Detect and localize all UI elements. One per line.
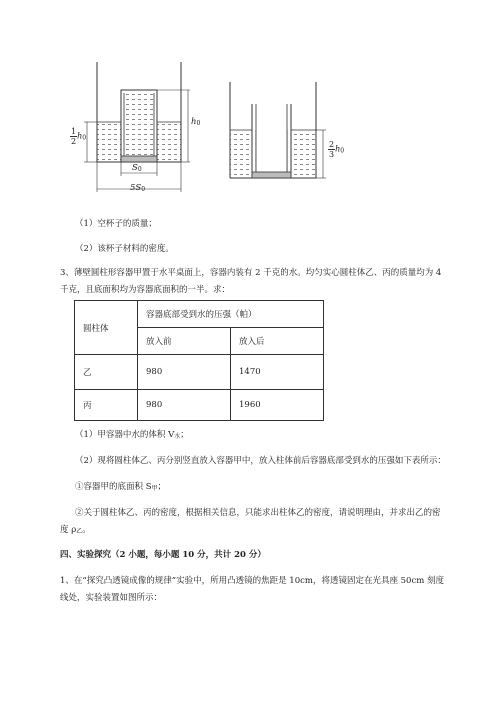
table-header-row: [75, 301, 324, 328]
5s0-label: 5S0: [130, 183, 146, 193]
row-before: 980: [138, 390, 231, 421]
row-after: 1960: [231, 390, 324, 421]
q3-part1: （1）甲容器中水的体积 V水；: [75, 430, 189, 440]
right-dimensions: [316, 130, 326, 178]
q3-intro-line1: 3、薄壁圆柱形容器甲置于水平桌面上，容器内装有 2 千克的水。均匀实心圆柱体乙、丙的质量均为 4: [60, 268, 442, 278]
group-header-cell: 容器底部受到水的压强（帕）: [138, 301, 324, 328]
left-container: [97, 62, 181, 162]
col-before-header: 放入前: [138, 328, 231, 355]
q3-sub1: ①容器甲的底面积 S甲；: [75, 482, 167, 492]
table-row: [75, 355, 324, 390]
right-container: [230, 82, 316, 178]
row-after: 1470: [231, 355, 324, 390]
q3-sub2-line1: ②关于圆柱体乙、丙的密度，根据相关信息，只能求出柱体乙的密度，请说明理由，并求出乙的密: [75, 508, 441, 518]
h0-label: h0: [191, 117, 201, 127]
q3-intro-line2: 千克，且底面积均为容器底面积的一半。求：: [60, 285, 231, 295]
q3-part2: （2）现将圆柱体乙、丙分别竖直放入容器甲中，放入柱体前后容器底部受到水的压强如下表所示：: [75, 456, 446, 466]
col-after-header: 放入后: [231, 328, 324, 355]
section4-q1-line1: 1、在“探究凸透镜成像的规律”实验中，所用凸透镜的焦距是 10cm，将透镜固定在光具座 50cm 刻度: [60, 576, 444, 586]
section4-heading: 四、实验探究（2 小题，每小题 10 分，共计 20 分）: [60, 550, 266, 560]
row-name: 丙: [75, 390, 138, 421]
row-name: 乙: [75, 355, 138, 390]
section4-q1-line2: 线处，实验装置如图所示：: [60, 593, 163, 603]
right-frac-label: $\frac{2}{3}h0$: [329, 140, 345, 159]
q3-sub2-line2: 度 ρ乙。: [60, 525, 91, 535]
table-row: [75, 390, 324, 421]
q2-part-2: （2）该杯子材料的密度。: [75, 244, 174, 254]
row-before: 980: [138, 355, 231, 390]
container-diagrams: [60, 52, 360, 212]
left-frac-label: $\frac{1}{2}h0$: [71, 127, 87, 146]
cup-container-figure: [60, 52, 360, 212]
row-header-cell: 圆柱体: [75, 301, 138, 355]
q2-part-1: （1）空杯子的质量；: [75, 219, 157, 229]
pressure-table: [74, 300, 324, 421]
s0-label: S0: [132, 163, 142, 173]
